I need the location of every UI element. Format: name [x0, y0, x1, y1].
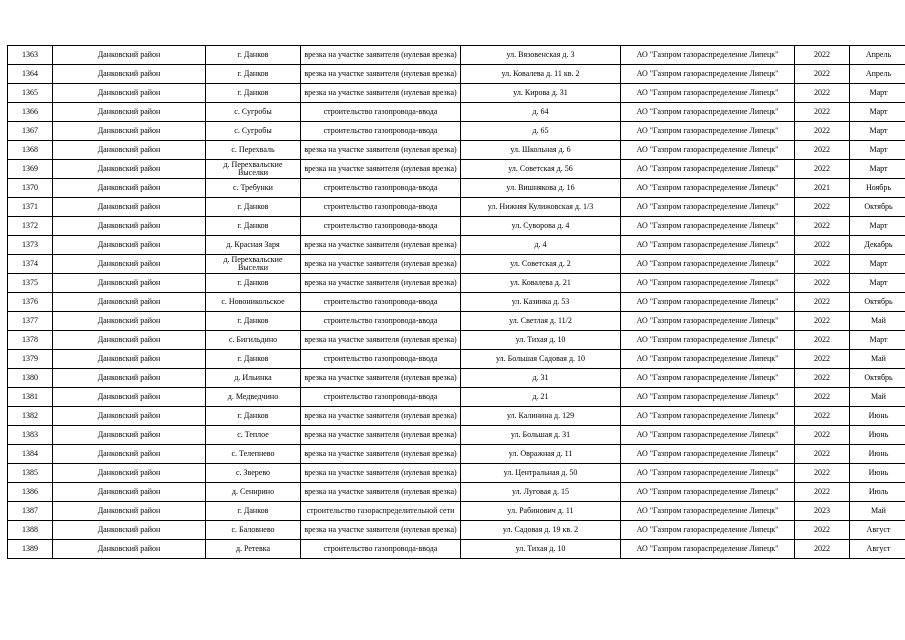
cell-year: 2022: [795, 103, 850, 122]
cell-address: ул. Тихая д. 10: [461, 331, 621, 350]
table-row: [8, 521, 905, 540]
table-row: [8, 274, 905, 293]
cell-organization: АО "Газпром газораспределение Липецк": [621, 65, 795, 84]
cell-number: 1368: [8, 141, 53, 160]
cell-year: 2022: [795, 521, 850, 540]
cell-settlement: д. Красная Заря: [206, 236, 301, 255]
cell-settlement: с. Сугробы: [206, 122, 301, 141]
cell-year: 2022: [795, 160, 850, 179]
cell-organization: АО "Газпром газораспределение Липецк": [621, 217, 795, 236]
cell-work-type: врезка на участке заявителя (нулевая врезка): [301, 407, 461, 426]
cell-year: 2021: [795, 179, 850, 198]
cell-work-type: врезка на участке заявителя (нулевая врезка): [301, 483, 461, 502]
cell-address: ул. Суворова д. 4: [461, 217, 621, 236]
cell-work-type: строительство газопровода-ввода: [301, 122, 461, 141]
cell-address: д. 64: [461, 103, 621, 122]
cell-number: 1373: [8, 236, 53, 255]
cell-work-type: строительство газопровода-ввода: [301, 350, 461, 369]
cell-settlement: с. Теплое: [206, 426, 301, 445]
cell-organization: АО "Газпром газораспределение Липецк": [621, 274, 795, 293]
cell-settlement: с. Бигильдино: [206, 331, 301, 350]
cell-address: ул. Нижняя Кулижовская д. 1/3: [461, 198, 621, 217]
cell-work-type: врезка на участке заявителя (нулевая врезка): [301, 236, 461, 255]
cell-address: ул. Вишнякова д. 16: [461, 179, 621, 198]
cell-settlement: с. Перехваль: [206, 141, 301, 160]
table-row: [8, 198, 905, 217]
cell-address: ул. Светлая д. 11/2: [461, 312, 621, 331]
cell-address: ул. Кирова д. 31: [461, 84, 621, 103]
table-row: [8, 369, 905, 388]
cell-number: 1372: [8, 217, 53, 236]
cell-month: Май: [850, 388, 905, 407]
cell-work-type: врезка на участке заявителя (нулевая врезка): [301, 65, 461, 84]
table-row: [8, 179, 905, 198]
cell-year: 2022: [795, 407, 850, 426]
cell-year: 2023: [795, 502, 850, 521]
table-row: [8, 445, 905, 464]
cell-month: Август: [850, 540, 905, 559]
cell-number: 1389: [8, 540, 53, 559]
cell-settlement: г. Данков: [206, 502, 301, 521]
table-row: [8, 540, 905, 559]
cell-work-type: строительство газопровода-ввода: [301, 540, 461, 559]
cell-organization: АО "Газпром газораспределение Липецк": [621, 388, 795, 407]
cell-organization: АО "Газпром газораспределение Липецк": [621, 464, 795, 483]
cell-settlement: д. Сеннрино: [206, 483, 301, 502]
cell-month: Март: [850, 274, 905, 293]
cell-year: 2022: [795, 255, 850, 274]
table-row: [8, 103, 905, 122]
cell-organization: АО "Газпром газораспределение Липецк": [621, 122, 795, 141]
cell-work-type: строительство газопровода-ввода: [301, 217, 461, 236]
cell-address: ул. Советская д. 2: [461, 255, 621, 274]
cell-month: Март: [850, 255, 905, 274]
cell-year: 2022: [795, 331, 850, 350]
cell-settlement: д. Перехвальские Выселки: [206, 160, 301, 179]
cell-settlement: с. Зверево: [206, 464, 301, 483]
table-row: [8, 407, 905, 426]
cell-month: Декабрь: [850, 236, 905, 255]
cell-district: Данковский район: [53, 312, 206, 331]
cell-month: Октябрь: [850, 293, 905, 312]
cell-district: Данковский район: [53, 388, 206, 407]
cell-organization: АО "Газпром газораспределение Липецк": [621, 236, 795, 255]
cell-organization: АО "Газпром газораспределение Липецк": [621, 255, 795, 274]
cell-organization: АО "Газпром газораспределение Липецк": [621, 407, 795, 426]
cell-address: ул. Тихая д. 10: [461, 540, 621, 559]
cell-organization: АО "Газпром газораспределение Липецк": [621, 502, 795, 521]
cell-number: 1374: [8, 255, 53, 274]
cell-address: д. 31: [461, 369, 621, 388]
cell-settlement: г. Данков: [206, 84, 301, 103]
cell-year: 2022: [795, 388, 850, 407]
cell-month: Май: [850, 312, 905, 331]
cell-work-type: врезка на участке заявителя (нулевая врезка): [301, 369, 461, 388]
table-row: [8, 65, 905, 84]
gasification-table: [7, 45, 905, 559]
cell-settlement: д. Медведчино: [206, 388, 301, 407]
cell-district: Данковский район: [53, 274, 206, 293]
cell-number: 1371: [8, 198, 53, 217]
table-row: [8, 46, 905, 65]
cell-month: Март: [850, 160, 905, 179]
cell-month: Август: [850, 521, 905, 540]
cell-number: 1364: [8, 65, 53, 84]
cell-organization: АО "Газпром газораспределение Липецк": [621, 312, 795, 331]
cell-address: ул. Калинина д. 129: [461, 407, 621, 426]
cell-address: ул. Вязовенская д. 3: [461, 46, 621, 65]
cell-work-type: строительство газопровода-ввода: [301, 198, 461, 217]
cell-number: 1377: [8, 312, 53, 331]
cell-month: Июнь: [850, 426, 905, 445]
cell-district: Данковский район: [53, 198, 206, 217]
cell-year: 2022: [795, 369, 850, 388]
cell-organization: АО "Газпром газораспределение Липецк": [621, 160, 795, 179]
table-row: [8, 388, 905, 407]
cell-organization: АО "Газпром газораспределение Липецк": [621, 521, 795, 540]
cell-organization: АО "Газпром газораспределение Липецк": [621, 179, 795, 198]
cell-year: 2022: [795, 217, 850, 236]
cell-district: Данковский район: [53, 46, 206, 65]
cell-settlement: г. Данков: [206, 65, 301, 84]
cell-number: 1378: [8, 331, 53, 350]
cell-work-type: врезка на участке заявителя (нулевая врезка): [301, 464, 461, 483]
cell-district: Данковский район: [53, 217, 206, 236]
table-row: [8, 217, 905, 236]
cell-month: Май: [850, 350, 905, 369]
cell-number: 1382: [8, 407, 53, 426]
cell-district: Данковский район: [53, 103, 206, 122]
cell-settlement: с. Требунки: [206, 179, 301, 198]
table-row: [8, 160, 905, 179]
cell-settlement: г. Данков: [206, 312, 301, 331]
cell-settlement: с. Сугробы: [206, 103, 301, 122]
cell-month: Июнь: [850, 445, 905, 464]
cell-settlement: г. Данков: [206, 46, 301, 65]
cell-month: Март: [850, 122, 905, 141]
cell-month: Март: [850, 103, 905, 122]
cell-address: ул. Большая д. 31: [461, 426, 621, 445]
cell-address: ул. Луговая д. 15: [461, 483, 621, 502]
cell-district: Данковский район: [53, 179, 206, 198]
cell-settlement: г. Данков: [206, 217, 301, 236]
cell-district: Данковский район: [53, 122, 206, 141]
cell-settlement: с. Баловнево: [206, 521, 301, 540]
cell-year: 2022: [795, 312, 850, 331]
cell-year: 2022: [795, 236, 850, 255]
cell-organization: АО "Газпром газораспределение Липецк": [621, 445, 795, 464]
table-row: [8, 255, 905, 274]
cell-number: 1366: [8, 103, 53, 122]
cell-number: 1363: [8, 46, 53, 65]
cell-number: 1376: [8, 293, 53, 312]
cell-work-type: строительство газопровода-ввода: [301, 293, 461, 312]
cell-organization: АО "Газпром газораспределение Липецк": [621, 46, 795, 65]
cell-month: Октябрь: [850, 369, 905, 388]
cell-address: ул. Казинка д. 53: [461, 293, 621, 312]
cell-year: 2022: [795, 46, 850, 65]
cell-work-type: врезка на участке заявителя (нулевая врезка): [301, 84, 461, 103]
cell-organization: АО "Газпром газораспределение Липецк": [621, 293, 795, 312]
cell-number: 1388: [8, 521, 53, 540]
cell-month: Апрель: [850, 65, 905, 84]
cell-district: Данковский район: [53, 141, 206, 160]
cell-month: Ноябрь: [850, 179, 905, 198]
cell-year: 2022: [795, 65, 850, 84]
cell-work-type: строительство газопровода-ввода: [301, 388, 461, 407]
cell-organization: АО "Газпром газораспределение Липецк": [621, 331, 795, 350]
cell-district: Данковский район: [53, 445, 206, 464]
cell-address: ул. Центральная д. 50: [461, 464, 621, 483]
cell-address: ул. Ковалева д. 11 кв. 2: [461, 65, 621, 84]
cell-work-type: строительство газопровода-ввода: [301, 179, 461, 198]
cell-organization: АО "Газпром газораспределение Липецк": [621, 350, 795, 369]
document-sheet: [7, 45, 905, 559]
cell-number: 1385: [8, 464, 53, 483]
cell-district: Данковский район: [53, 483, 206, 502]
cell-year: 2022: [795, 293, 850, 312]
cell-month: Апрель: [850, 46, 905, 65]
cell-month: Март: [850, 141, 905, 160]
cell-district: Данковский район: [53, 464, 206, 483]
cell-number: 1381: [8, 388, 53, 407]
cell-district: Данковский район: [53, 540, 206, 559]
cell-organization: АО "Газпром газораспределение Липецк": [621, 369, 795, 388]
cell-year: 2022: [795, 122, 850, 141]
cell-year: 2022: [795, 274, 850, 293]
cell-district: Данковский район: [53, 502, 206, 521]
cell-work-type: врезка на участке заявителя (нулевая врезка): [301, 255, 461, 274]
cell-year: 2022: [795, 483, 850, 502]
cell-address: ул. Рабинович д. 11: [461, 502, 621, 521]
cell-organization: АО "Газпром газораспределение Липецк": [621, 426, 795, 445]
table-row: [8, 84, 905, 103]
cell-number: 1387: [8, 502, 53, 521]
cell-month: Май: [850, 502, 905, 521]
cell-address: ул. Садовая д. 19 кв. 2: [461, 521, 621, 540]
cell-address: ул. Советская д. 56: [461, 160, 621, 179]
cell-year: 2022: [795, 464, 850, 483]
cell-year: 2022: [795, 445, 850, 464]
cell-district: Данковский район: [53, 331, 206, 350]
cell-number: 1375: [8, 274, 53, 293]
table-row: [8, 122, 905, 141]
cell-year: 2022: [795, 141, 850, 160]
cell-year: 2022: [795, 426, 850, 445]
cell-work-type: врезка на участке заявителя (нулевая врезка): [301, 521, 461, 540]
cell-organization: АО "Газпром газораспределение Липецк": [621, 483, 795, 502]
cell-district: Данковский район: [53, 65, 206, 84]
cell-organization: АО "Газпром газораспределение Липецк": [621, 141, 795, 160]
cell-district: Данковский район: [53, 236, 206, 255]
cell-address: д. 65: [461, 122, 621, 141]
cell-organization: АО "Газпром газораспределение Липецк": [621, 103, 795, 122]
cell-month: Март: [850, 217, 905, 236]
cell-district: Данковский район: [53, 84, 206, 103]
cell-address: ул. Большая Садовая д. 10: [461, 350, 621, 369]
cell-work-type: врезка на участке заявителя (нулевая врезка): [301, 160, 461, 179]
cell-number: 1383: [8, 426, 53, 445]
table-row: [8, 426, 905, 445]
cell-work-type: врезка на участке заявителя (нулевая врезка): [301, 426, 461, 445]
cell-district: Данковский район: [53, 407, 206, 426]
cell-month: Октябрь: [850, 198, 905, 217]
cell-number: 1365: [8, 84, 53, 103]
cell-work-type: врезка на участке заявителя (нулевая врезка): [301, 274, 461, 293]
table-row: [8, 464, 905, 483]
cell-settlement: г. Данков: [206, 407, 301, 426]
cell-district: Данковский район: [53, 293, 206, 312]
cell-settlement: г. Данков: [206, 274, 301, 293]
cell-address: ул. Овражная д. 11: [461, 445, 621, 464]
cell-number: 1384: [8, 445, 53, 464]
cell-settlement: г. Данков: [206, 350, 301, 369]
cell-district: Данковский район: [53, 521, 206, 540]
cell-year: 2022: [795, 540, 850, 559]
table-row: [8, 312, 905, 331]
cell-month: Июнь: [850, 407, 905, 426]
cell-address: ул. Школьная д. 6: [461, 141, 621, 160]
cell-district: Данковский район: [53, 160, 206, 179]
cell-work-type: врезка на участке заявителя (нулевая врезка): [301, 46, 461, 65]
cell-work-type: врезка на участке заявителя (нулевая врезка): [301, 331, 461, 350]
cell-year: 2022: [795, 350, 850, 369]
table-row: [8, 331, 905, 350]
cell-number: 1379: [8, 350, 53, 369]
cell-month: Июнь: [850, 464, 905, 483]
cell-organization: АО "Газпром газораспределение Липецк": [621, 540, 795, 559]
cell-work-type: строительство газораспределительной сети: [301, 502, 461, 521]
cell-work-type: строительство газопровода-ввода: [301, 312, 461, 331]
cell-work-type: врезка на участке заявителя (нулевая врезка): [301, 445, 461, 464]
cell-address: ул. Ковалева д. 21: [461, 274, 621, 293]
cell-number: 1380: [8, 369, 53, 388]
cell-year: 2022: [795, 198, 850, 217]
table-row: [8, 293, 905, 312]
cell-settlement: д. Перехвальские Выселки: [206, 255, 301, 274]
cell-district: Данковский район: [53, 369, 206, 388]
table-row: [8, 483, 905, 502]
cell-settlement: с. Новоникольское: [206, 293, 301, 312]
table-row: [8, 350, 905, 369]
cell-month: Март: [850, 331, 905, 350]
cell-number: 1386: [8, 483, 53, 502]
cell-address: д. 21: [461, 388, 621, 407]
cell-work-type: строительство газопровода-ввода: [301, 103, 461, 122]
cell-work-type: врезка на участке заявителя (нулевая врезка): [301, 141, 461, 160]
cell-number: 1370: [8, 179, 53, 198]
cell-district: Данковский район: [53, 350, 206, 369]
cell-address: д. 4: [461, 236, 621, 255]
table-row: [8, 236, 905, 255]
cell-settlement: д. Ильинка: [206, 369, 301, 388]
cell-number: 1367: [8, 122, 53, 141]
cell-organization: АО "Газпром газораспределение Липецк": [621, 198, 795, 217]
cell-organization: АО "Газпром газораспределение Липецк": [621, 84, 795, 103]
table-body: [8, 46, 905, 559]
cell-district: Данковский район: [53, 426, 206, 445]
cell-settlement: с. Телепнево: [206, 445, 301, 464]
cell-year: 2022: [795, 84, 850, 103]
cell-district: Данковский район: [53, 255, 206, 274]
cell-settlement: г. Данков: [206, 198, 301, 217]
cell-number: 1369: [8, 160, 53, 179]
table-row: [8, 502, 905, 521]
cell-settlement: д. Ретевка: [206, 540, 301, 559]
table-row: [8, 141, 905, 160]
cell-month: Июль: [850, 483, 905, 502]
cell-month: Март: [850, 84, 905, 103]
